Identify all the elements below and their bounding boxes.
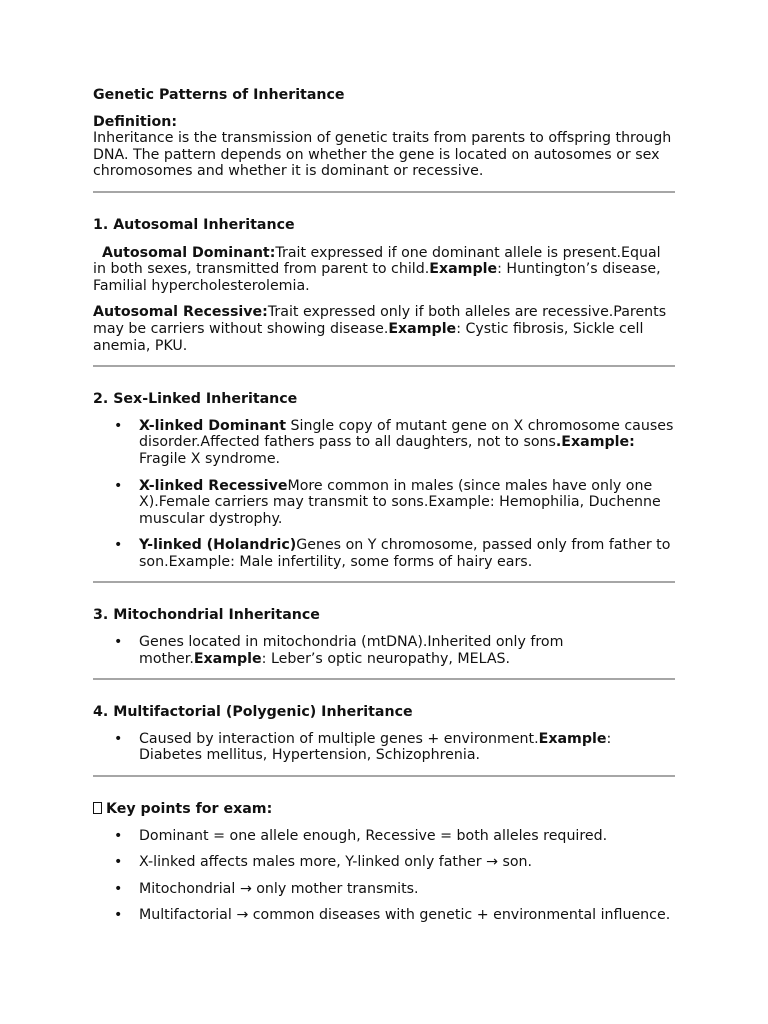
document-content [93,87,675,924]
example-text: : Diabetes mellitus, Hypertension, Schizophrenia. [139,730,612,764]
bullet-glyph: • [114,477,123,494]
section-heading-autosomal: 1. Autosomal Inheritance [93,216,295,233]
mitochondrial-list [93,634,675,667]
list-item [93,854,675,871]
list-item [93,881,675,898]
x-linked-dominant-text: Single copy of mutant gene on X chromosome causes disorder.Affected fathers pass to all daughters, not to sons [139,417,674,451]
y-linked-label: Y-linked (Holandric) [139,537,297,554]
autosomal-recessive-text: Trait expressed only if both alleles are recessive.Parents may be carriers without showing disease. [93,304,667,337]
example-text: Fragile X syndrome. [139,450,281,467]
section-heading-sex-linked: 2. Sex-Linked Inheritance [93,391,298,408]
list-item [93,418,675,468]
multifactorial-list [93,731,675,764]
section-divider [93,191,675,193]
x-linked-dominant-label: X-linked Dominant [139,417,286,434]
key-points-heading-text: Key points for exam: [106,801,273,818]
autosomal-dominant-text: Trait expressed if one dominant allele is present.Equal in both sexes, transmitted from parent to child. [93,244,661,278]
document-title: Genetic Patterns of Inheritance [93,87,345,103]
list-item [93,907,675,924]
key-point-text: Multifactorial → common diseases with genetic + environmental influence. [139,907,671,924]
missing-glyph-icon [93,802,102,814]
autosomal-recessive-paragraph [93,304,675,354]
bullet-glyph: • [114,730,123,747]
key-point-text: X-linked affects males more, Y-linked only father → son. [139,854,533,871]
example-label: Example [429,261,498,278]
bullet-glyph: • [114,880,123,897]
section-divider [93,775,675,777]
section-divider [93,581,675,583]
example-label: Example [193,650,262,667]
example-label: Example [388,320,457,337]
definition-label: Definition: [93,113,178,130]
bullet-glyph: • [114,827,123,844]
multifactorial-text: Caused by interaction of multiple genes + environment. [139,730,539,747]
list-item [93,634,675,667]
y-linked-text: Genes on Y chromosome, passed only from father to son.Example: Male infertility, some forms of hairy ears. [139,537,671,570]
key-points-heading [93,801,675,818]
autosomal-dominant-paragraph [93,245,675,295]
list-item [93,478,675,528]
section-heading-mitochondrial: 3. Mitochondrial Inheritance [93,607,320,624]
definition-text: Inheritance is the transmission of genetic traits from parents to offspring through DNA. The pattern depends on whether the gene is located on autosomes or sex chromosomes and whether it is dominant or recessive. [93,130,672,180]
sex-linked-list [93,418,675,571]
key-point-text: Mitochondrial → only mother transmits. [139,880,419,897]
bullet-glyph: • [114,417,123,434]
bullet-glyph: • [114,907,123,924]
example-text: : Leber’s optic neuropathy, MELAS. [261,650,511,667]
list-item [93,537,675,570]
bullet-glyph: • [114,537,123,554]
key-points-list [93,828,675,924]
x-linked-recessive-label: X-linked Recessive [139,477,288,494]
section-heading-multifactorial: 4. Multifactorial (Polygenic) Inheritance [93,704,413,721]
example-text: : Huntington’s disease, Familial hypercholesterolemia. [93,261,661,294]
bullet-glyph: • [114,854,123,871]
key-point-text: Dominant = one allele enough, Recessive = both alleles required. [139,827,608,844]
example-label: Example [538,730,607,747]
section-divider [93,678,675,680]
section-divider [93,365,675,367]
bullet-glyph: • [114,634,123,651]
example-text: : Cystic fibrosis, Sickle cell anemia, PKU. [93,320,644,354]
mitochondrial-text: Genes located in mitochondria (mtDNA).Inherited only from mother. [139,634,564,667]
autosomal-recessive-label: Autosomal Recessive: [93,304,268,321]
list-item [93,731,675,764]
x-linked-recessive-text: More common in males (since males have only one X).Female carriers may transmit to sons.Example: Hemophilia, Duchenne muscular dystrophy. [139,477,661,527]
example-label: .Example: [555,434,635,451]
list-item [93,828,675,845]
autosomal-dominant-label: Autosomal Dominant: [102,244,276,261]
